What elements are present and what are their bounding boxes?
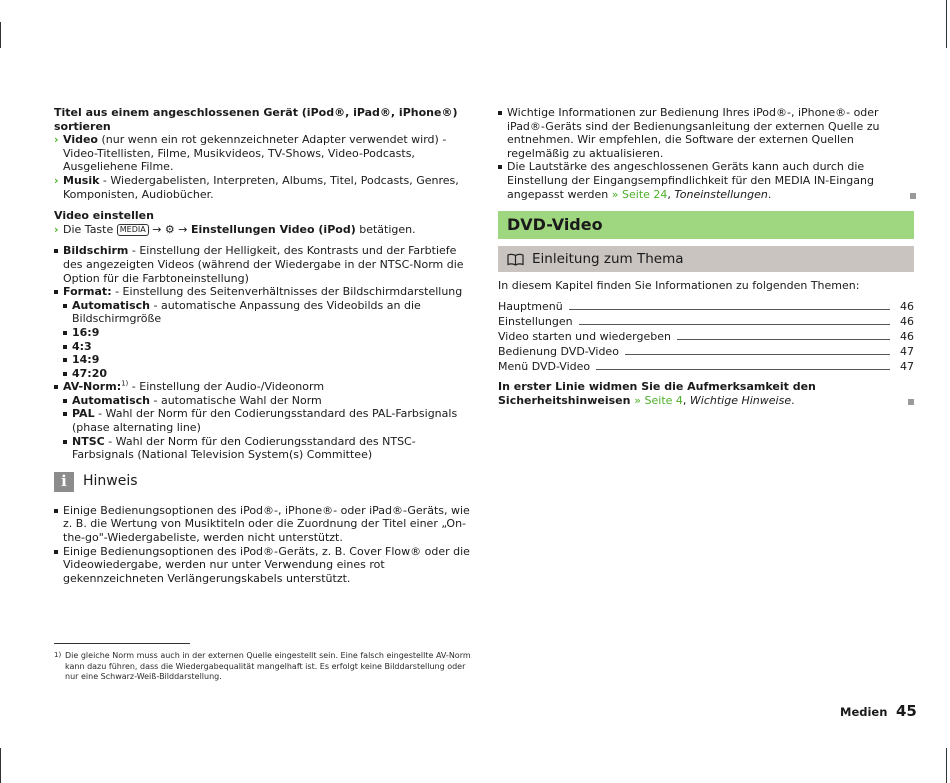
chevron-right-icon: › — [54, 133, 59, 147]
page-number: 45 — [896, 702, 917, 720]
chevron-right-icon: › — [54, 222, 59, 236]
list-item-bildschirm: Bildschirm - Einstellung der Helligkeit, des Kontrasts und der Farbtiefe des angezeigten Videos (während der Wiedergabe in der NTSC-Norm die Option für die Farbtoneinstellung) — [54, 244, 472, 285]
list-item-ratio: 47:20 — [54, 367, 472, 381]
step-instruction: › Die Taste MEDIA → ⚙ → Einstellungen Video (iPod) betätigen. — [54, 222, 416, 236]
subsection-header — [498, 246, 914, 272]
note-item: Einige Bedienungsoptionen des iPod®-, iPhone®- oder iPad®-Geräts, wie z. B. die Wertung von Musiktiteln oder die Zuordnung der Titel einer „On-the-go"-Wiedergabeliste, werden nicht unterstützt. — [54, 504, 472, 545]
list-item-ratio: 14:9 — [54, 353, 472, 367]
book-icon — [507, 253, 524, 266]
list-item-ntsc: NTSC - Wahl der Norm für den Codierungsstandard des NTSC-Farbsignals (National Television System(s) Committee) — [54, 435, 472, 462]
list-item-ratio: 4:3 — [54, 340, 472, 354]
toc-row[interactable]: Hauptmenü 46 — [498, 300, 914, 313]
end-marker-icon — [908, 399, 914, 405]
page-link[interactable]: » Seite 4 — [634, 393, 683, 407]
list-item-format: Format: - Einstellung des Seitenverhältnisses der Bildschirmdarstellung — [54, 285, 472, 299]
list-item-avnorm: AV-Norm:$^{1)}$ - Einstellung der Audio-/Videonorm — [54, 380, 472, 394]
gear-icon: ⚙ — [164, 222, 175, 236]
info-item: Wichtige Informationen zur Bedienung Ihres iPod®-, iPhone®- oder iPad®-Geräts sind der Bedienungsanleitung der externen Quelle zu entnehmen. Wir empfehlen, die Software der externen Quellen regelmäßig zu aktualisieren. — [498, 106, 916, 160]
info-item: Die Lautstärke des angeschlossenen Geräts kann auch durch die Einstellung der Eingangsempfindlichkeit für den MEDIA IN-Eingang angepasst werden » Seite 24, Toneinstellungen. — [498, 160, 916, 201]
left-column — [54, 106, 472, 585]
footnote-rule — [54, 643, 190, 644]
toc-intro: In diesem Kapitel finden Sie Informationen zu folgenden Themen: — [498, 279, 860, 292]
footnote-ref: 1) — [121, 379, 129, 388]
video-heading: Video einstellen — [54, 209, 154, 223]
toc-row[interactable]: Video starten und wiedergeben 46 — [498, 330, 914, 343]
media-key-icon: MEDIA — [117, 224, 149, 236]
toc-list — [498, 298, 914, 373]
footer-section-label: Medien — [840, 705, 888, 719]
list-item-pal: PAL - Wahl der Norm für den Codierungsstandard des PAL-Farbsignals (phase alternating line) — [54, 407, 472, 434]
crop-mark — [0, 748, 1, 783]
section-title: DVD-Video — [498, 211, 914, 239]
chevron-right-icon: › — [54, 173, 59, 187]
end-marker-icon — [910, 193, 916, 199]
list-item-ratio: 16:9 — [54, 326, 472, 340]
subsection-title: Einleitung zum Thema — [532, 251, 684, 267]
toc-row[interactable]: Einstellungen 46 — [498, 315, 914, 328]
footnote — [54, 651, 474, 683]
crop-mark — [0, 22, 1, 48]
sort-item-video: › Video (nur wenn ein rot gekennzeichneter Adapter verwendet wird) - Video-Titellisten, Filme, Musikvideos, TV-Shows, Video-Podcasts, Ausgeliehene Filme. — [54, 133, 447, 174]
note-item: Einige Bedienungsoptionen des iPod®-Geräts, z. B. Cover Flow® oder die Videowiedergabe, werden nur unter Verwendung eines rot gekennzeichneten Verlängerungskabels unterstützt. — [54, 545, 472, 586]
list-item-automatisch: Automatisch - automatische Wahl der Norm — [54, 394, 472, 408]
sort-item-music: › Musik - Wiedergabelisten, Interpreten, Albums, Titel, Podcasts, Genres, Komponisten, Audiobücher. — [54, 173, 459, 201]
toc-row[interactable]: Menü DVD-Video 47 — [498, 360, 914, 373]
safety-note: In erster Linie widmen Sie die Aufmerksamkeit den Sicherheitshinweisen » Seite 4, Wichtige Hinweise. — [498, 380, 914, 407]
hinweis-header — [54, 472, 472, 492]
hinweis-title: Hinweis — [83, 473, 138, 490]
toc-row[interactable]: Bedienung DVD-Video 47 — [498, 345, 914, 358]
page-link[interactable]: » Seite 24 — [611, 187, 668, 201]
crop-mark — [946, 748, 947, 783]
right-column — [498, 106, 916, 201]
footnote-number: 1) — [54, 651, 62, 659]
info-icon: i — [54, 472, 74, 492]
footnote-text: Die gleiche Norm muss auch in der externen Quelle eingestellt sein. Eine falsch eingestellte AV-Norm kann dazu führen, dass die Wiedergabequalität mangelhaft ist. Es erfolgt keine Bilddarstellung oder nur eine Schwarz-Weiß-Bilddarstellung. — [65, 651, 471, 681]
crop-mark — [946, 0, 947, 48]
list-item-automatisch: Automatisch - automatische Anpassung des Videobilds an die Bildschirmgröße — [54, 299, 472, 326]
sort-heading: Titel aus einem angeschlossenen Gerät (iPod®, iPad®, iPhone®) sortieren — [54, 106, 458, 133]
